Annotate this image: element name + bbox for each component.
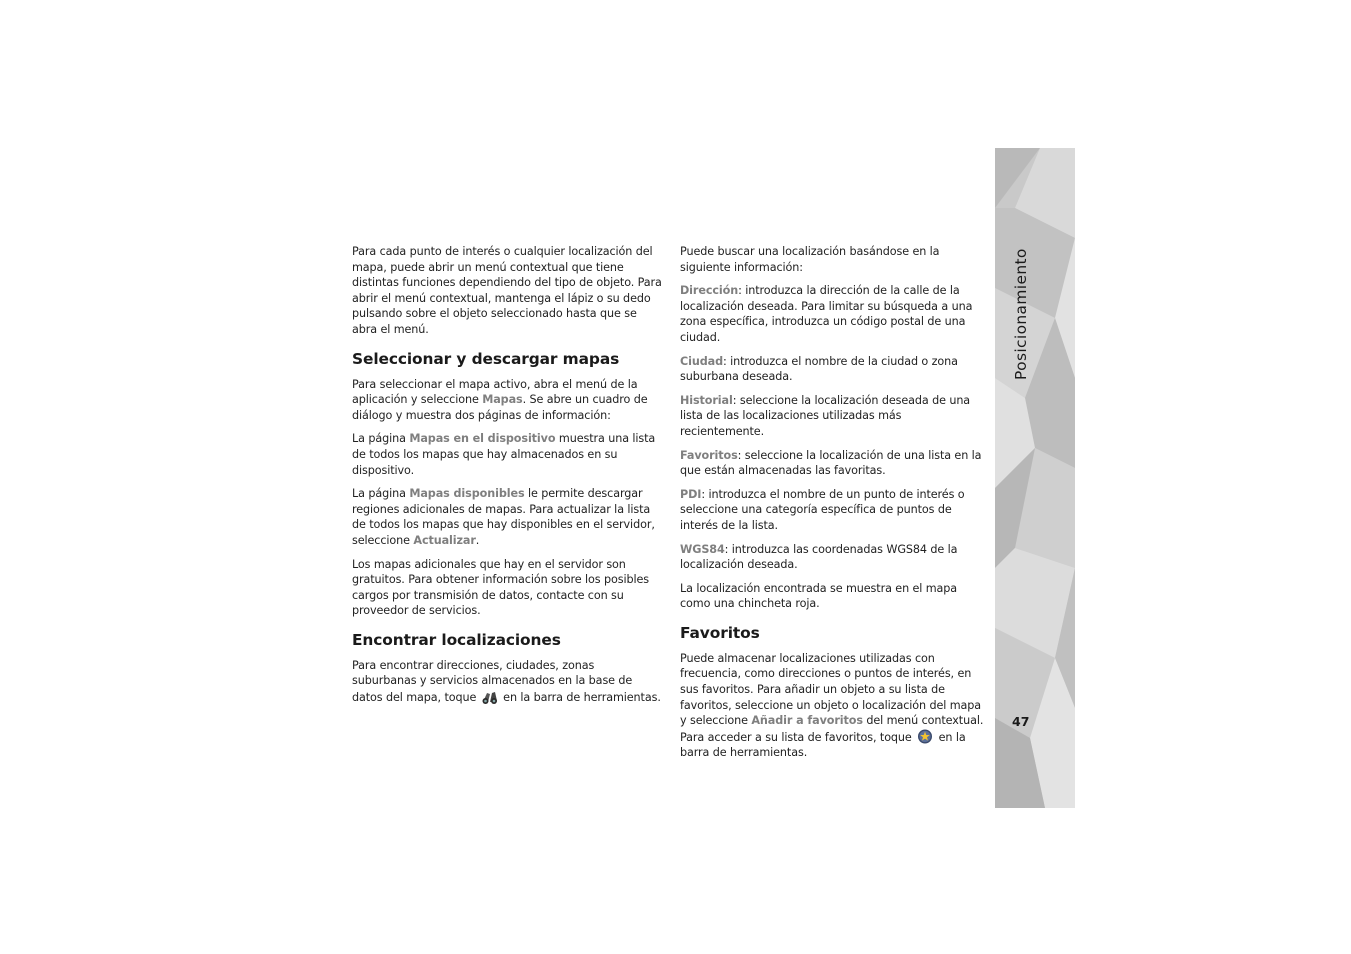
select-paragraph-2: La página Mapas en el dispositivo muestra una lista de todos los mapas que hay almacenados en su dispositivo. <box>352 432 656 477</box>
intro-paragraph: Para cada punto de interés o cualquier localización del mapa, puede abrir un menú contextual que tiene distintas funciones dependiendo del tipo de objeto. Para abrir el menú contextual, mantenga el lápiz o su dedo pulsando sobre el objeto seleccionado hasta que se abra el menú. <box>352 245 662 336</box>
favorites-paragraph: Puede almacenar localizaciones utilizadas con frecuencia, como direcciones o puntos de interés, en sus favoritos. Para añadir un objeto a su lista de favoritos, seleccione un objeto o localización del mapa y seleccione Añadir a favoritos del menú contextual. Para acceder a su lista de favoritos, toque en la barra de herramientas. <box>680 651 984 760</box>
heading-find-locations: Encontrar localizaciones <box>352 630 561 649</box>
page-number: 47 <box>1012 714 1030 729</box>
search-intro: Puede buscar una localización basándose en la siguiente información: <box>680 245 940 274</box>
find-paragraph: Para encontrar direcciones, ciudades, zonas suburbanas y servicios almacenados en la base de datos del mapa, toque en la barra de herramientas. <box>352 658 661 705</box>
left-column <box>352 244 662 714</box>
heading-favorites: Favoritos <box>680 623 760 642</box>
select-paragraph-1: Para seleccionar el mapa activo, abra el menú de la aplicación y seleccione Mapas. Se abre un cuadro de diálogo y muestra dos páginas de información: <box>352 377 648 422</box>
favorites-star-icon <box>916 729 934 744</box>
search-option-wgs84: WGS84: introduzca las coordenadas WGS84 de la localización deseada. <box>680 542 958 572</box>
search-option-historial: Historial: seleccione la localización deseada de una lista de las localizaciones utilizadas más recientemente. <box>680 393 971 438</box>
heading-select-maps: Seleccionar y descargar mapas <box>352 349 620 368</box>
search-option-ciudad: Ciudad: introduzca el nombre de la ciudad o zona suburbana deseada. <box>680 354 958 384</box>
search-option-pdi: PDI: introduzca el nombre de un punto de interés o seleccione una categoría específica de puntos de interés de la lista. <box>680 487 965 532</box>
option-anadir-favoritos: Añadir a favoritos <box>751 714 863 728</box>
page-mapas-disponibles: Mapas disponibles <box>409 487 525 501</box>
chapter-sidebar <box>995 148 1075 808</box>
menu-item-mapas: Mapas <box>482 393 523 407</box>
result-paragraph: La localización encontrada se muestra en el mapa como una chincheta roja. <box>680 581 958 611</box>
section-title: Posicionamiento <box>1012 248 1030 380</box>
search-option-direccion: Dirección: introduzca la dirección de la calle de la localización deseada. Para limitar su búsqueda a una zona específica, introduzca un código postal de una ciudad. <box>680 284 973 344</box>
binoculars-icon <box>481 689 499 704</box>
right-column <box>680 244 988 769</box>
option-actualizar: Actualizar <box>413 533 476 547</box>
search-option-favoritos: Favoritos: seleccione la localización de una lista en la que están almacenadas las favoritas. <box>680 448 982 478</box>
sidebar-pattern <box>995 148 1075 808</box>
select-paragraph-3: La página Mapas disponibles le permite descargar regiones adicionales de mapas. Para actualizar la lista de todos los mapas que hay disponibles en el servidor, seleccione Actualizar. <box>352 487 655 547</box>
select-paragraph-4: Los mapas adicionales que hay en el servidor son gratuitos. Para obtener información sobre los posibles cargos por transmisión de datos, contacte con su proveedor de servicios. <box>352 557 649 618</box>
page-mapas-dispositivo: Mapas en el dispositivo <box>409 432 556 446</box>
